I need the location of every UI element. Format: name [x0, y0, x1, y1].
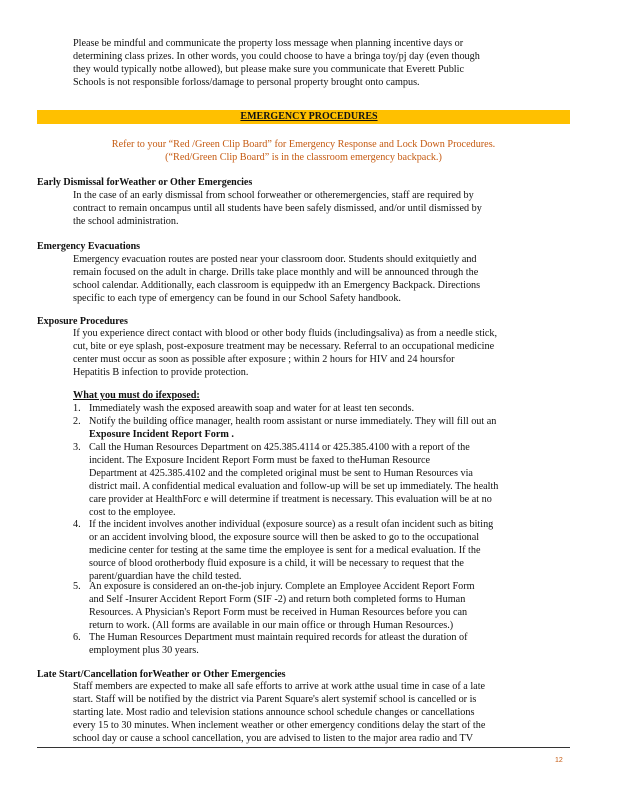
late-start-heading: Late Start/Cancellation forWeather or Other Emergencies — [37, 669, 286, 680]
step-5 — [89, 580, 570, 632]
step-line: If the incident involves another individual (exposure source) as a result ofan incident such as biting — [89, 519, 494, 530]
step-line: district mail. A confidential medical evaluation and follow-up will be set up immediately. The health — [89, 481, 499, 492]
refer-line-backpack: (“Red/Green Clip Board” is in the classroom emergency backpack.) — [165, 152, 442, 163]
step-line: employment plus 30 years. — [89, 645, 199, 656]
step-number: 1. — [73, 403, 81, 414]
step-line: parent/guardian have the child tested. — [89, 571, 242, 582]
step-line: The Human Resources Department must maintain required records for atleast the duration of — [89, 632, 468, 643]
body-line: school calendar. Additionally, each classroom is equippedw ith an Emergency Backpack. Directions — [73, 280, 481, 291]
body-line: start. Staff will be notified by the district via Parent Square's alert systemif school is cancelled or is — [73, 694, 477, 705]
banner-title: EMERGENCY PROCEDURES — [240, 111, 378, 122]
step-1 — [89, 402, 570, 415]
body-line: specific to each type of emergency can be found in our School Safety handbook. — [73, 293, 401, 304]
body-line: every 15 to 30 minutes. When inclement weather or other emergency conditions delay the start of the — [73, 720, 486, 731]
step-line: medicine center for testing at the same time the employee is sent for a medical evaluation. If the — [89, 545, 481, 556]
step-number: 3. — [73, 442, 81, 453]
step-line: An exposure is considered an on-the-job injury. Complete an Employee Accident Report Form — [89, 581, 475, 592]
body-line: remain focused on the adult in charge. Drills take place monthly and will be announced through the — [73, 267, 479, 278]
exposure-body — [73, 327, 570, 379]
page-number: 12 — [555, 757, 563, 764]
step-number: 4. — [73, 519, 81, 530]
step-2 — [89, 415, 570, 441]
step-line: Resources. A Physician's Report Form must be received in Human Resources before you can — [89, 607, 468, 618]
body-line: Staff members are expected to make all safe efforts to arrive at work atthe usual time in case of a late — [73, 681, 486, 692]
body-line: school day or cause a school cancellation, you are advised to listen to the major area radio and TV — [73, 733, 474, 744]
refer-line: Refer to your “Red /Green Clip Board” for Emergency Response and Lock Down Procedures. — [111, 139, 496, 150]
step-line: Department at 425.385.4102 and the completed original must be sent to Human Resources via — [89, 468, 473, 479]
step-line: incident. The Exposure Incident Report Form must be faxed to theHuman Resource — [89, 455, 431, 466]
body-line: center must occur as soon as possible after exposure ; within 2 hours for HIV and 24 hoursfor — [73, 354, 455, 365]
body-line: starting late. Most radio and television stations announce school schedule changes or cancellations — [73, 707, 475, 718]
evacuations-heading: Emergency Evacuations — [37, 241, 141, 252]
step-line: and Self -Insurer Accident Report Form (SIF -2) and return both completed forms to Human — [89, 594, 466, 605]
step-line: Exposure Incident Report Form . — [89, 429, 234, 440]
step-number: 5. — [73, 581, 81, 592]
step-line: Call the Human Resources Department on 425.385.4114 or 425.385.4100 with a report of the — [89, 442, 470, 453]
step-number: 6. — [73, 632, 81, 643]
late-start-body — [73, 680, 570, 745]
intro-paragraph — [73, 37, 570, 89]
step-line: source of blood orotherbody fluid exposure is a child, it will be necessary to request that the — [89, 558, 464, 569]
body-line: contract to remain oncampus until all students have been safely dismissed, and/or until dismissed by — [73, 203, 482, 214]
body-line: the school administration. — [73, 216, 179, 227]
intro-line: Please be mindful and communicate the property loss message when planning incentive days or — [73, 38, 464, 49]
step-line: cost to the employee. — [89, 507, 176, 518]
early-dismissal-heading: Early Dismissal forWeather or Other Emergencies — [37, 177, 253, 188]
intro-line: they would typically notbe allowed), but please make sure you communicate that Everett Public — [73, 64, 464, 75]
footer-divider — [37, 747, 570, 748]
step-3 — [89, 441, 570, 519]
step-line: Immediately wash the exposed areawith soap and water for at least ten seconds. — [89, 403, 415, 414]
body-line: If you experience direct contact with blood or other body fluids (includingsaliva) as from a needle stick, — [73, 328, 498, 339]
step-6 — [89, 631, 570, 657]
early-dismissal-body — [73, 189, 570, 228]
step-line: Notify the building office manager, health room assistant or nurse immediately. They will fill out an — [89, 416, 497, 427]
body-line: In the case of an early dismissal from school forweather or otheremergencies, staff are required by — [73, 190, 474, 201]
body-line: Hepatitis B infection to provide protection. — [73, 367, 249, 378]
intro-line: Schools is not responsible forloss/damage to personal property brought onto campus. — [73, 77, 420, 88]
step-line: care provider at HealthForc e will determine if treatment is necessary. This evaluation will be at no — [89, 494, 492, 505]
intro-line: determining class prizes. In other words, you could choose to have a bringa toy/pj day (even though — [73, 51, 480, 62]
step-line: or an accident involving blood, the exposure source will then be asked to go to the occupational — [89, 532, 480, 543]
body-line: cut, bite or eye splash, post-exposure treatment may be necessary. Referral to an occupational medicine — [73, 341, 495, 352]
body-line: Emergency evacuation routes are posted near your classroom door. Students should exitquietly and — [73, 254, 477, 265]
step-4 — [89, 518, 570, 583]
exposure-subheading: What you must do ifexposed: — [73, 390, 200, 401]
step-number: 2. — [73, 416, 81, 427]
exposure-heading: Exposure Procedures — [37, 316, 128, 327]
step-line: return to work. (All forms are available in our main office or through Human Resources.) — [89, 620, 454, 631]
evacuations-body — [73, 253, 570, 305]
